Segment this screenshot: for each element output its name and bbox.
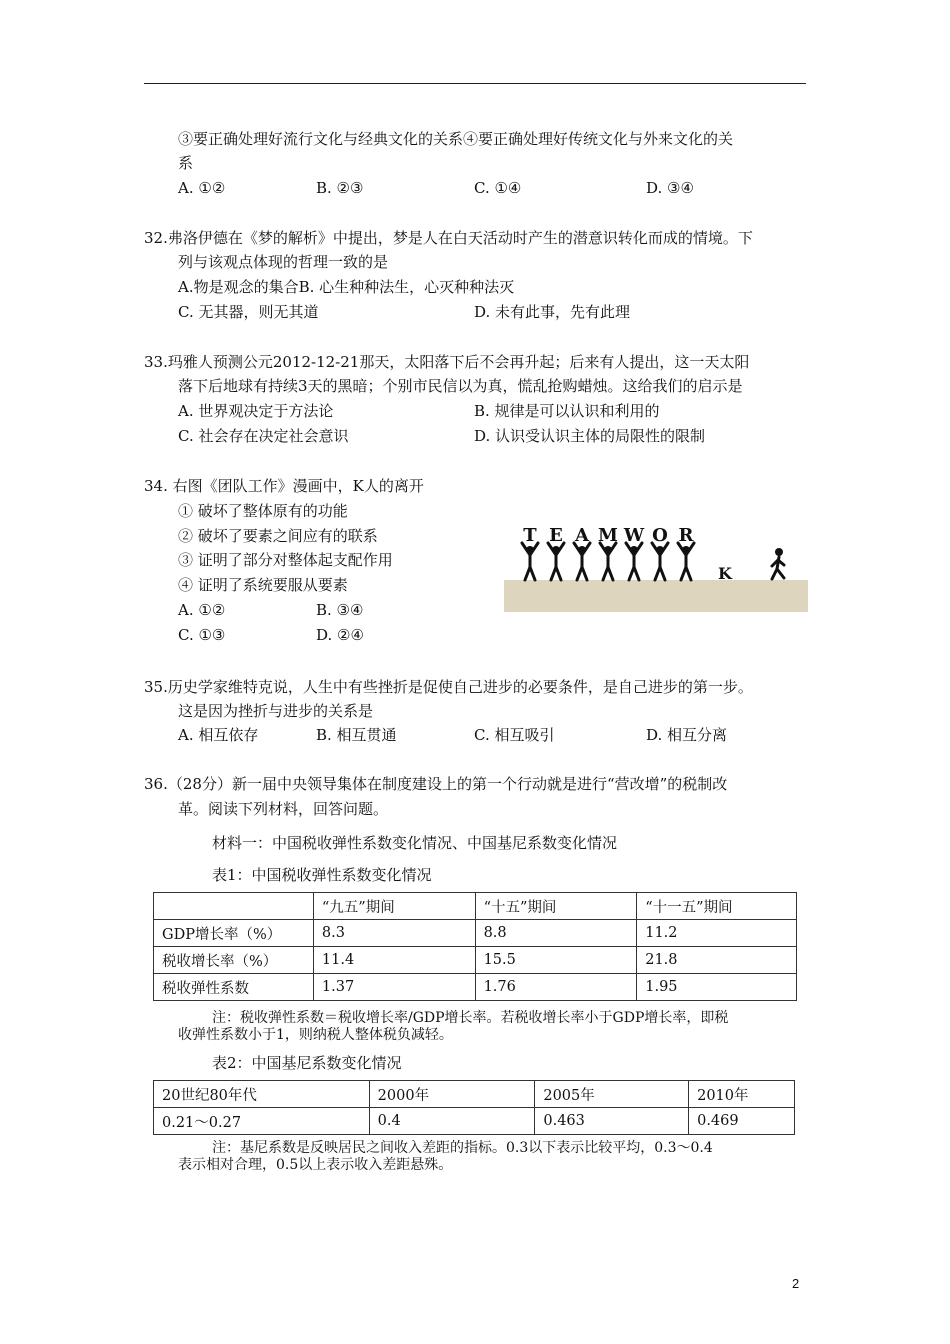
table-row <box>154 920 797 947</box>
q35-option-a: A. 相互依存 <box>178 726 259 744</box>
q34-option-d: D. ②④ <box>316 626 364 644</box>
q36-material1: 材料一：中国税收弹性系数变化情况、中国基尼系数变化情况 <box>212 834 618 852</box>
table-row <box>154 947 797 974</box>
cartoon-figure <box>598 525 618 580</box>
teamwork-cartoon <box>504 524 808 612</box>
q31-option-d: D. ③④ <box>646 179 694 197</box>
table1-note-line1: 注：税收弹性系数＝税收增长率/GDP增长率。若税收增长率小于GDP增长率，即税 <box>212 1010 729 1026</box>
table-cell: 8.3 <box>313 920 475 947</box>
table-cell: 11.4 <box>313 947 475 974</box>
q34-item-2: ② 破坏了要素之间应有的联系 <box>178 527 378 545</box>
q34-option-a: A. ①② <box>178 601 226 619</box>
cartoon-figure <box>548 525 564 580</box>
q31-line1: ③要正确处理好流行文化与经典文化的关系④要正确处理好传统文化与外来文化的关 <box>178 130 734 148</box>
q32-line1: 32.弗洛伊德在《梦的解析》中提出，梦是人在白天活动时产生的潜意识转化而成的情境。下 <box>144 229 753 247</box>
table-cell: 1.76 <box>475 974 637 1001</box>
table-row <box>154 1108 795 1135</box>
q34-item-1: ① 破坏了整体原有的功能 <box>178 502 348 520</box>
cartoon-figure <box>574 525 590 580</box>
table1-header-3: “十一五”期间 <box>637 893 797 920</box>
table-cell: 税收增长率（%） <box>154 947 314 974</box>
q32-option-d: D. 未有此事，先有此理 <box>474 303 631 321</box>
table2-caption: 表2：中国基尼系数变化情况 <box>212 1054 402 1072</box>
table-cell: 1.37 <box>313 974 475 1001</box>
table-cell: 0.463 <box>535 1108 689 1135</box>
q32-option-c: C. 无其器，则无其道 <box>178 303 319 321</box>
q36-line1: 36.（28分）新一届中央领导集体在制度建设上的第一个行动就是进行“营改增”的税制改 <box>144 775 728 793</box>
header-rule <box>144 83 806 84</box>
q33-line2: 落下后地球有持续3天的黑暗；个别市民信以为真，慌乱抢购蜡烛。这给我们的启示是 <box>178 377 743 395</box>
table-cell: 税收弹性系数 <box>154 974 314 1001</box>
table1-caption: 表1：中国税收弹性系数变化情况 <box>212 866 432 884</box>
cartoon-letter-k: K <box>718 564 732 583</box>
table1-note-line2: 收弹性系数小于1，则纳税人整体税负减轻。 <box>178 1027 453 1043</box>
q31-line2: 系 <box>178 154 194 172</box>
cartoon-letter: E <box>549 525 563 546</box>
q35-option-d: D. 相互分离 <box>646 726 728 744</box>
cartoon-letter: M <box>598 525 618 546</box>
q33-option-c: C. 社会存在决定社会意识 <box>178 427 349 445</box>
q34-item-3: ③ 证明了部分对整体起支配作用 <box>178 551 393 569</box>
cartoon-ground <box>504 580 808 612</box>
cartoon-figure <box>678 525 695 580</box>
q35-option-b: B. 相互贯通 <box>316 726 397 744</box>
q34-option-c: C. ①③ <box>178 626 226 644</box>
q34-line1: 34. 右图《团队工作》漫画中，K人的离开 <box>144 477 424 495</box>
cartoon-figure <box>623 525 645 580</box>
q33-line1: 33.玛雅人预测公元2012-12-21那天，太阳落下后不会再升起；后来有人提出，这一天太阳 <box>144 353 750 371</box>
q34-item-4: ④ 证明了系统要服从要素 <box>178 576 348 594</box>
q33-option-d: D. 认识受认识主体的局限性的限制 <box>474 427 706 445</box>
q36-line2: 革。阅读下列材料，回答问题。 <box>178 800 389 818</box>
cartoon-figure <box>652 525 668 580</box>
table2-gini <box>153 1080 795 1135</box>
cartoon-figure <box>522 525 538 580</box>
table-cell: 21.8 <box>637 947 797 974</box>
table-cell: 0.469 <box>689 1108 795 1135</box>
table1-header-1: “九五”期间 <box>313 893 475 920</box>
table2-note-line2: 表示相对合理，0.5以上表示收入差距悬殊。 <box>178 1157 453 1173</box>
table2-header-3: 2010年 <box>689 1081 795 1108</box>
table-cell: 15.5 <box>475 947 637 974</box>
table1-header-0 <box>154 893 314 920</box>
cartoon-letter: R <box>678 525 694 546</box>
table2-header-2: 2005年 <box>535 1081 689 1108</box>
q32-line2: 列与该观点体现的哲理一致的是 <box>178 253 389 271</box>
table2-header-1: 2000年 <box>369 1081 535 1108</box>
table2-header-0: 20世纪80年代 <box>154 1081 370 1108</box>
table-cell: 11.2 <box>637 920 797 947</box>
table2-note-line1: 注：基尼系数是反映居民之间收入差距的指标。0.3以下表示比较平均，0.3～0.4 <box>212 1140 713 1156</box>
walking-person-icon <box>772 548 784 579</box>
q33-option-b: B. 规律是可以认识和利用的 <box>474 402 660 420</box>
q32-option-ab: A.物是观念的集合B. 心生种种法生，心灭种种法灭 <box>178 278 515 296</box>
table-cell: 0.21～0.27 <box>154 1108 370 1135</box>
table1-tax-elasticity <box>153 892 797 1001</box>
cartoon-letter: T <box>523 525 537 546</box>
table-row <box>154 974 797 1001</box>
q31-option-a: A. ①② <box>178 179 226 197</box>
cartoon-letter: W <box>623 525 645 546</box>
q31-option-b: B. ②③ <box>316 179 364 197</box>
table-cell: GDP增长率（%） <box>154 920 314 947</box>
q34-option-b: B. ③④ <box>316 601 364 619</box>
page-number: 2 <box>792 1276 800 1291</box>
table1-header-2: “十五”期间 <box>475 893 637 920</box>
q35-line1: 35.历史学家维特克说，人生中有些挫折是促使自己进步的必要条件，是自己进步的第一步。 <box>144 678 753 696</box>
q33-option-a: A. 世界观决定于方法论 <box>178 402 334 420</box>
table-cell: 8.8 <box>475 920 637 947</box>
q35-line2: 这是因为挫折与进步的关系是 <box>178 702 374 720</box>
q35-option-c: C. 相互吸引 <box>474 726 555 744</box>
q31-option-c: C. ①④ <box>474 179 522 197</box>
table-row <box>154 893 797 920</box>
table-row <box>154 1081 795 1108</box>
table-cell: 0.4 <box>369 1108 535 1135</box>
cartoon-letter: O <box>652 525 668 546</box>
table-cell: 1.95 <box>637 974 797 1001</box>
cartoon-letter: A <box>575 525 589 546</box>
